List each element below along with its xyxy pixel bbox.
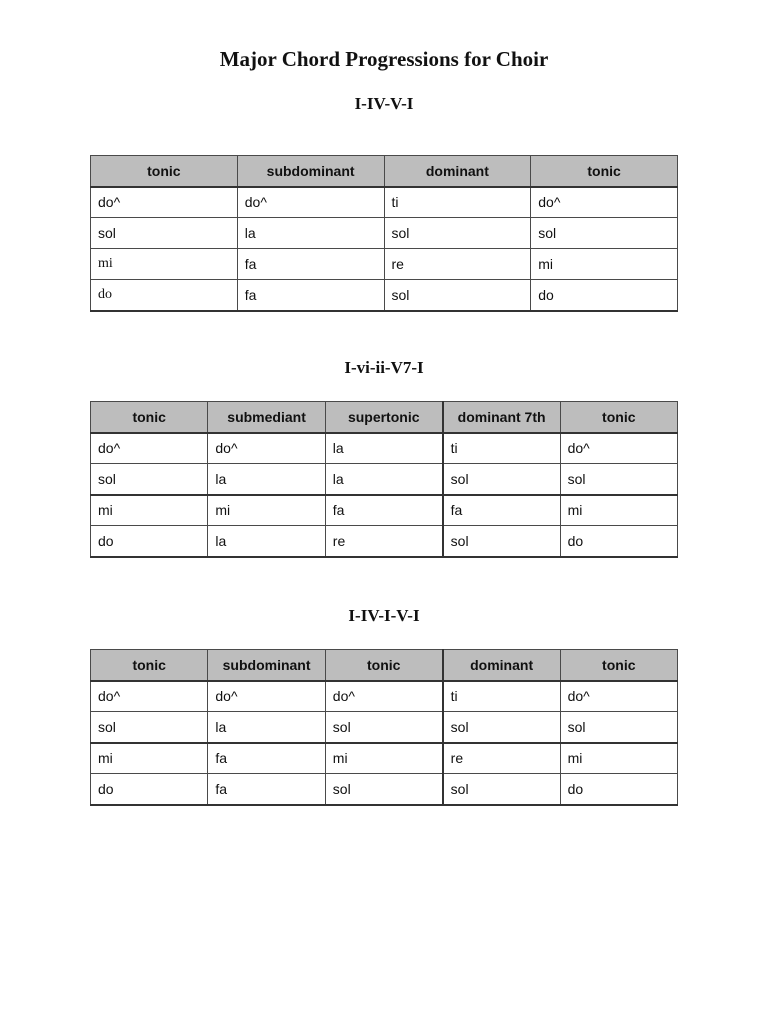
progression-heading: I-IV-V-I (354, 94, 414, 113)
table-cell: fa (208, 774, 325, 805)
table-cell: sol (91, 218, 238, 249)
table-row (91, 249, 678, 280)
table-cell: do^ (531, 187, 678, 218)
table-row (91, 218, 678, 249)
column-header: tonic (560, 650, 677, 681)
table-row (91, 526, 678, 557)
table-cell: sol (560, 712, 677, 743)
column-header: dominant (443, 650, 560, 681)
table-cell: do^ (208, 433, 325, 464)
progression-heading: I-vi-ii-V7-I (344, 358, 424, 377)
table-cell: do (560, 526, 677, 557)
table-cell: do^ (237, 187, 384, 218)
column-header: dominant (384, 156, 531, 187)
table-cell: la (208, 464, 325, 495)
table-header-row (91, 156, 678, 187)
table-cell: sol (325, 774, 442, 805)
table-row (91, 712, 678, 743)
table-cell: sol (384, 218, 531, 249)
table-cell: sol (91, 712, 208, 743)
table-cell: fa (443, 495, 560, 526)
table-cell: mi (560, 495, 677, 526)
table-row (91, 495, 678, 526)
table-cell: la (325, 464, 442, 495)
column-header: subdominant (237, 156, 384, 187)
table-cell: do (91, 280, 238, 311)
column-header: dominant 7th (443, 402, 560, 433)
table-row (91, 280, 678, 311)
column-header: tonic (560, 402, 677, 433)
table-cell: fa (208, 743, 325, 774)
table-cell: mi (531, 249, 678, 280)
table-cell: mi (91, 249, 238, 280)
table-row (91, 187, 678, 218)
table-cell: do (91, 526, 208, 557)
table-cell: ti (443, 433, 560, 464)
table-header-row (91, 650, 678, 681)
table-cell: la (208, 712, 325, 743)
table-cell: re (325, 526, 442, 557)
table-cell: do^ (208, 681, 325, 712)
table-cell: sol (91, 464, 208, 495)
table-cell: fa (237, 249, 384, 280)
table-cell: mi (91, 495, 208, 526)
progression-table (90, 155, 678, 312)
table-cell: la (325, 433, 442, 464)
column-header: submediant (208, 402, 325, 433)
column-header: tonic (325, 650, 442, 681)
column-header: tonic (531, 156, 678, 187)
table-cell: do^ (560, 433, 677, 464)
table-cell: mi (325, 743, 442, 774)
table-cell: do (531, 280, 678, 311)
table-cell: re (443, 743, 560, 774)
table-row (91, 464, 678, 495)
table-cell: sol (560, 464, 677, 495)
table-cell: do^ (91, 433, 208, 464)
table-cell: do^ (91, 681, 208, 712)
table-cell: la (208, 526, 325, 557)
column-header: tonic (91, 402, 208, 433)
table-cell: do (560, 774, 677, 805)
column-header: tonic (91, 156, 238, 187)
table-cell: do^ (325, 681, 442, 712)
table-cell: sol (443, 712, 560, 743)
table-cell: sol (325, 712, 442, 743)
table-cell: ti (443, 681, 560, 712)
table-cell: fa (237, 280, 384, 311)
table-row (91, 681, 678, 712)
progression-table (90, 401, 678, 558)
table-cell: sol (443, 526, 560, 557)
table-cell: mi (91, 743, 208, 774)
table-cell: ti (384, 187, 531, 218)
table-cell: mi (208, 495, 325, 526)
table-cell: la (237, 218, 384, 249)
table-cell: mi (560, 743, 677, 774)
table-cell: sol (384, 280, 531, 311)
page-title: Major Chord Progressions for Choir (219, 47, 549, 71)
table-row (91, 774, 678, 805)
column-header: tonic (91, 650, 208, 681)
table-cell: sol (443, 774, 560, 805)
table-cell: do^ (560, 681, 677, 712)
column-header: subdominant (208, 650, 325, 681)
table-cell: sol (531, 218, 678, 249)
table-cell: fa (325, 495, 442, 526)
table-row (91, 433, 678, 464)
progression-table (90, 649, 678, 806)
table-cell: sol (443, 464, 560, 495)
table-cell: do^ (91, 187, 238, 218)
progression-heading: I-IV-I-V-I (348, 606, 420, 625)
table-row (91, 743, 678, 774)
column-header: supertonic (325, 402, 442, 433)
table-cell: do (91, 774, 208, 805)
table-cell: re (384, 249, 531, 280)
table-header-row (91, 402, 678, 433)
